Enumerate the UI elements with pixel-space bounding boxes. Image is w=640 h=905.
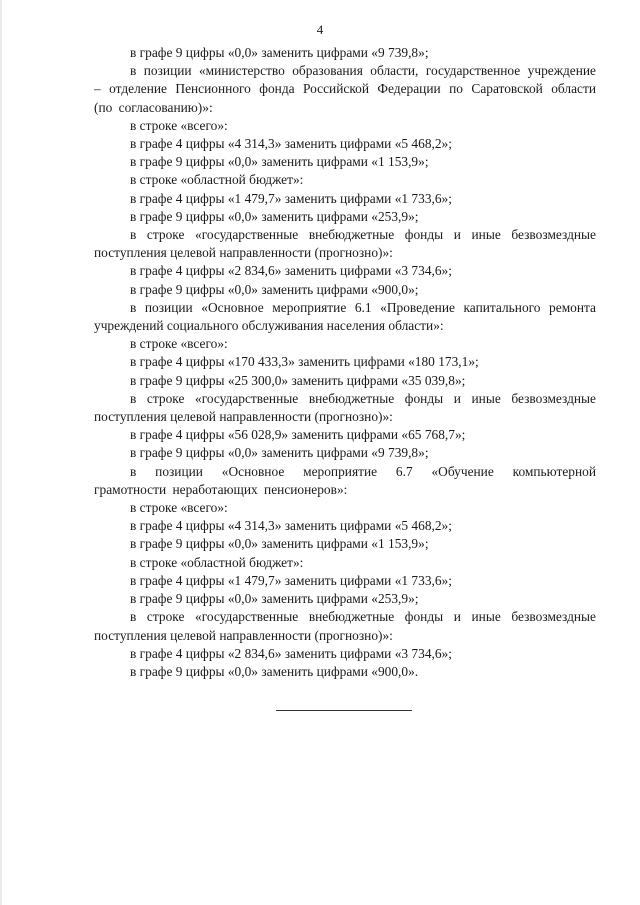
paragraph: в графе 4 цифры «170 433,3» заменить цифрами «180 173,1»; bbox=[130, 354, 479, 370]
paragraph: в строке «областной бюджет»: bbox=[130, 172, 304, 188]
paragraph: в графе 9 цифры «0,0» заменить цифрами «900,0»; bbox=[130, 281, 419, 297]
paragraph: в графе 9 цифры «0,0» заменить цифрами «900,0». bbox=[130, 663, 419, 679]
paragraph: в графе 9 цифры «0,0» заменить цифрами «1 153,9»; bbox=[130, 154, 429, 170]
paragraph: в строке «всего»: bbox=[130, 500, 228, 516]
paragraph: в графе 9 цифры «0,0» заменить цифрами «1 153,9»; bbox=[130, 536, 429, 552]
scan-edge bbox=[0, 0, 2, 905]
paragraph: в строке «государственные внебюджетные фонды и иные безвозмездные поступления целевой направленности (прогнозно)»: bbox=[94, 227, 596, 261]
paragraph: в графе 4 цифры «2 834,6» заменить цифрами «3 734,6»; bbox=[130, 263, 452, 279]
paragraph: в позиции «Основное мероприятие 6.7 «Обучение компьютерной грамотности неработающих пенсионеров»: bbox=[94, 463, 596, 497]
paragraph: в графе 9 цифры «25 300,0» заменить цифрами «35 039,8»; bbox=[130, 372, 466, 388]
document-body bbox=[94, 44, 596, 681]
paragraph: в графе 4 цифры «4 314,3» заменить цифрами «5 468,2»; bbox=[130, 136, 452, 152]
paragraph: в графе 4 цифры «1 479,7» заменить цифрами «1 733,6»; bbox=[130, 572, 452, 588]
paragraph: в графе 4 цифры «56 028,9» заменить цифрами «65 768,7»; bbox=[130, 427, 466, 443]
paragraph: в графе 4 цифры «2 834,6» заменить цифрами «3 734,6»; bbox=[130, 645, 452, 661]
paragraph: в графе 9 цифры «0,0» заменить цифрами «9 739,8»; bbox=[130, 445, 429, 461]
page-number: 4 bbox=[316, 22, 324, 37]
paragraph: в графе 9 цифры «0,0» заменить цифрами «9 739,8»; bbox=[130, 45, 429, 60]
paragraph: в строке «областной бюджет»: bbox=[130, 554, 304, 570]
paragraph: в строке «всего»: bbox=[130, 336, 228, 352]
paragraph: в строке «государственные внебюджетные фонды и иные безвозмездные поступления целевой направленности (прогнозно)»: bbox=[94, 609, 596, 643]
paragraph: в графе 4 цифры «4 314,3» заменить цифрами «5 468,2»; bbox=[130, 518, 452, 534]
paragraph: в графе 9 цифры «0,0» заменить цифрами «253,9»; bbox=[130, 591, 419, 607]
paragraph: в строке «всего»: bbox=[130, 117, 228, 133]
end-divider bbox=[276, 710, 412, 711]
paragraph: в позиции «Основное мероприятие 6.1 «Проведение капитального ремонта учреждений социального обслуживания населения области»: bbox=[94, 299, 596, 334]
paragraph: в строке «государственные внебюджетные фонды и иные безвозмездные поступления целевой направленности (прогнозно)»: bbox=[94, 390, 596, 425]
paragraph: в графе 9 цифры «0,0» заменить цифрами «253,9»; bbox=[130, 208, 419, 224]
paragraph: в позиции «министерство образования области, государственное учреждение – отделение Пенсионного фонда Российской Федерации по Саратовской области (по согласованию)»: bbox=[94, 63, 596, 115]
paragraph: в графе 4 цифры «1 479,7» заменить цифрами «1 733,6»; bbox=[130, 190, 452, 206]
